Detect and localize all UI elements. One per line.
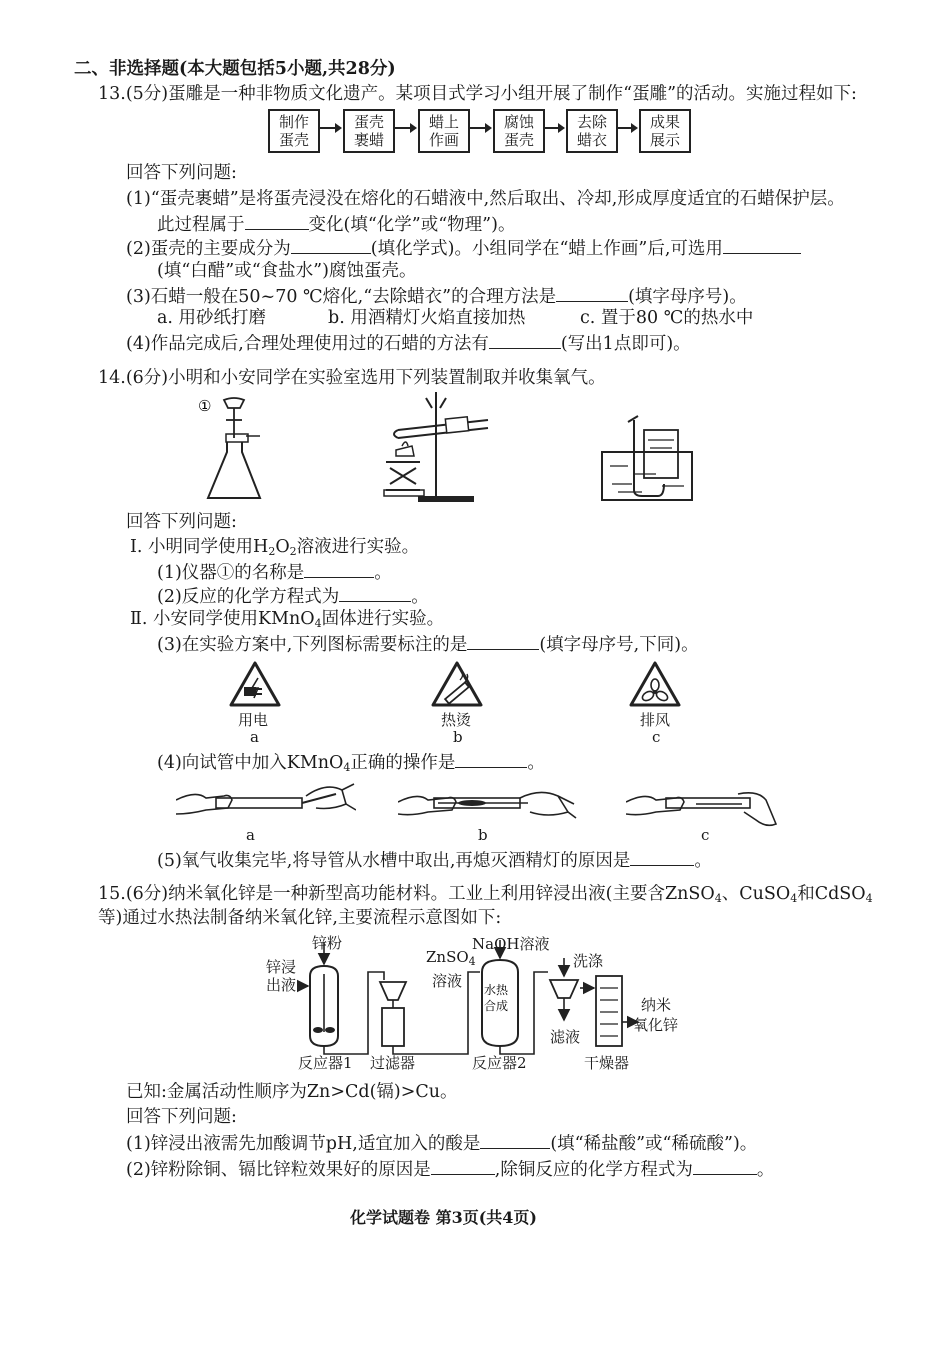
icon-label-electricity: 用电 [238,711,269,729]
product-label-1: 纳米 [641,996,672,1014]
electricity-warning-icon [228,660,282,708]
filter-label: 过滤器 [370,1054,416,1072]
heating-apparatus-icon [376,390,496,506]
answer-blank[interactable] [304,559,374,578]
q15-header-line1: 15.(6分)纳米氧化锌是一种新型高功能材料。工业上利用锌浸出液(主要含ZnSO$_4$、CuSO$_4$和CdSO$_4$ [98,884,873,905]
zinc-powder-label: 锌粉 [312,934,343,952]
reactor2-label: 反应器2 [472,1054,527,1072]
answer-blank[interactable] [723,235,801,254]
q15-known: 已知:金属活动性顺序为Zn>Cd(镉)>Cu。 [126,1082,458,1102]
answer-blank[interactable] [291,235,371,254]
icon-label-hot: 热烫 [441,711,472,729]
answer-blank[interactable] [480,1130,550,1149]
q15-part2: (2)锌粉除铜、镉比锌粒效果好的原因是 ,除铜反应的化学方程式为 。 [126,1156,774,1182]
reactor1-label: 反应器1 [298,1054,353,1072]
product-label-2: 氧化锌 [633,1016,679,1034]
answer-blank[interactable] [455,749,527,768]
q14-part2-q4: (4)向试管中加入KMnO$_4$正确的操作是 。 [157,749,545,780]
q14-header: 14.(6分)小明和小安同学在实验室选用下列装置制取并收集氧气。 [98,368,606,388]
leach-label-2: 出液 [266,976,297,994]
icon-label-ventilation: 排风 [640,711,671,729]
q15-header-line2: 等)通过水热法制备纳米氧化锌,主要流程示意图如下: [98,908,502,928]
icon-letter-b: b [453,728,463,746]
answer-blank[interactable] [431,1156,495,1175]
flow-arrow [545,127,563,129]
q15-prompt: 回答下列问题: [126,1107,237,1127]
flow-arrow [470,127,490,129]
flow-arrow [395,127,415,129]
operation-a-illustration [176,780,356,828]
q14-part1-intro: Ⅰ. 小明同学使用$H_2O_2$溶液进行实验。 [130,537,420,558]
q14-part1-q1: (1)仪器①的名称是 。 [157,559,392,585]
q14-part1-q2: (2)反应的化学方程式为 。 [157,583,429,609]
q13-option-c: c. 置于80 ℃的热水中 [580,308,754,328]
answer-blank[interactable] [339,583,411,602]
operation-b-illustration [398,784,578,832]
answer-blank[interactable] [467,631,539,650]
hot-surface-warning-icon [430,660,484,708]
flow-step-4: 腐蚀 蛋壳 [493,109,545,153]
hydrothermal-label-2: 合成 [484,999,509,1013]
operation-c-illustration [626,784,782,832]
flow-step-5: 去除 蜡衣 [566,109,618,153]
q14-part2-q3: (3)在实验方案中,下列图标需要标注的是 (填字母序号,下同)。 [157,631,699,657]
ventilation-warning-icon [628,660,682,708]
q14-prompt: 回答下列问题: [126,512,237,532]
icon-letter-a: a [250,728,259,746]
conical-flask-apparatus-icon [196,394,266,506]
q13-part1-line1: (1)“蛋壳裹蜡”是将蛋壳浸没在熔化的石蜡液中,然后取出、冷却,形成厚度适宜的石蜡保护层。 [126,189,845,209]
answer-blank[interactable] [630,847,694,866]
answer-blank[interactable] [693,1156,757,1175]
q13-part1-line2: 此过程属于 变化(填“化学”或“物理”)。 [157,211,515,237]
flow-step-2: 蛋壳 裹蜡 [343,109,395,153]
answer-blank[interactable] [245,211,309,230]
flow-arrow [618,127,636,129]
q13-header: 13.(5分)蛋雕是一种非物质文化遗产。某项目式学习小组开展了制作“蛋雕”的活动。实施过程如下: [98,84,857,104]
naoh-label: NaOH溶液 [472,935,550,953]
q14-part2-q5: (5)氧气收集完毕,将导管从水槽中取出,再熄灭酒精灯的原因是 。 [157,847,712,873]
instrument-marker: ① [198,397,212,415]
flow-step-3: 蜡上 作画 [418,109,470,153]
filtrate-label: 滤液 [550,1028,581,1046]
q13-part2-line2: (填“白醋”或“食盐水”)腐蚀蛋壳。 [157,261,417,281]
q13-prompt: 回答下列问题: [126,163,237,183]
leach-label-1: 锌浸 [266,958,297,976]
answer-blank[interactable] [556,283,628,302]
q13-option-b: b. 用酒精灯火焰直接加热 [328,308,526,328]
answer-blank[interactable] [489,330,561,349]
operation-letter-b: b [478,826,488,844]
water-trough-apparatus-icon [598,414,696,504]
solution-label: 溶液 [432,972,463,990]
q13-part2-line1: (2)蛋壳的主要成分为 (填化学式)。小组同学在“蜡上作画”后,可选用 [126,235,801,261]
hydrothermal-label-1: 水热 [484,983,509,997]
znso4-label: ZnSO$_4$ [426,948,476,968]
operation-letter-a: a [246,826,255,844]
flow-step-6: 成果 展示 [639,109,691,153]
q14-part2-intro: Ⅱ. 小安同学使用KMnO$_4$固体进行实验。 [130,609,445,630]
icon-letter-c: c [652,728,661,746]
section-title: 二、非选择题(本大题包括5小题,共28分) [74,59,396,79]
q13-part4: (4)作品完成后,合理处理使用过的石蜡的方法有 (写出1点即可)。 [126,330,691,356]
dryer-label: 干燥器 [584,1054,630,1072]
flow-step-1: 制作 蛋壳 [268,109,320,153]
q13-part3: (3)石蜡一般在50~70 ℃熔化,“去除蜡衣”的合理方法是 (填字母序号)。 [126,283,747,309]
q15-part1: (1)锌浸出液需先加酸调节pH,适宜加入的酸是 (填“稀盐酸”或“稀硫酸”)。 [126,1130,757,1156]
q13-option-a: a. 用砂纸打磨 [157,308,267,328]
operation-letter-c: c [701,826,710,844]
wash-label: 洗涤 [573,952,604,970]
flow-arrow [320,127,340,129]
page-footer: 化学试题卷 第3页(共4页) [350,1208,537,1227]
